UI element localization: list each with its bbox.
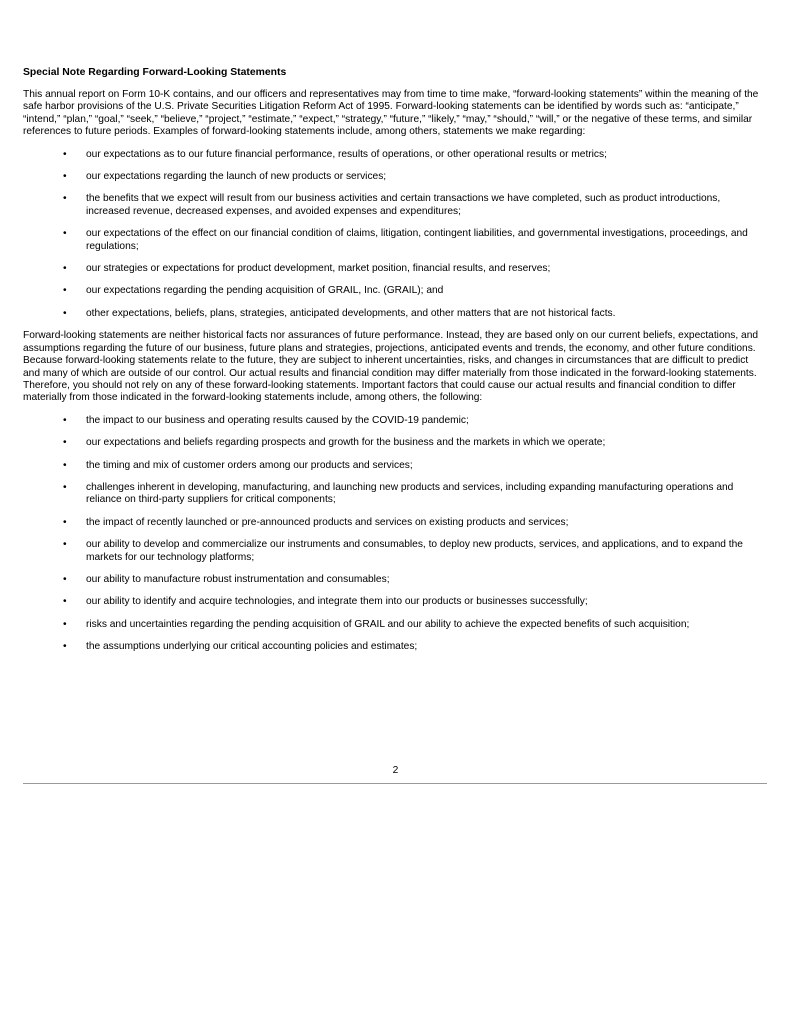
bullet-marker: • bbox=[63, 481, 67, 493]
list-item-text: the assumptions underlying our critical accounting policies and estimates; bbox=[86, 641, 418, 653]
list-item bbox=[23, 285, 767, 297]
list-item-text: our expectations as to our future financial performance, results of operations, or other operational results or metrics; bbox=[86, 148, 607, 160]
list-item bbox=[23, 596, 767, 608]
list-item bbox=[23, 641, 767, 653]
bullet-list-factors bbox=[23, 415, 767, 654]
list-item-text: our expectations regarding the pending acquisition of GRAIL, Inc. (GRAIL); and bbox=[86, 285, 444, 297]
page-number: 2 bbox=[392, 765, 399, 776]
bullet-marker: • bbox=[63, 437, 67, 449]
list-item bbox=[23, 263, 767, 275]
document-page bbox=[23, 66, 767, 664]
list-item-text: challenges inherent in developing, manufacturing, and launching new products and services, including expanding manufacturing operations and reliance on third-party suppliers for critical components; bbox=[86, 481, 734, 506]
list-item bbox=[23, 437, 767, 449]
bullet-marker: • bbox=[63, 414, 67, 426]
list-item bbox=[23, 574, 767, 586]
list-item bbox=[23, 171, 767, 183]
bullet-marker: • bbox=[63, 459, 67, 471]
bullet-marker: • bbox=[63, 263, 67, 275]
bullet-marker: • bbox=[63, 285, 67, 297]
list-item-text: our ability to manufacture robust instrumentation and consumables; bbox=[86, 573, 390, 585]
list-item-text: our expectations and beliefs regarding prospects and growth for the business and the markets in which we operate; bbox=[86, 437, 606, 449]
bullet-list-examples bbox=[23, 149, 767, 321]
list-item bbox=[23, 517, 767, 529]
bullet-marker: • bbox=[63, 641, 67, 653]
bullet-marker: • bbox=[63, 228, 67, 240]
bullet-marker: • bbox=[63, 573, 67, 585]
list-item-text: the benefits that we expect will result from our business activities and certain transactions we have completed, such as product introductions, increased revenue, decreased expenses, and avoided expenses and expenditures; bbox=[86, 193, 721, 217]
list-item-text: our expectations regarding the launch of new products or services; bbox=[86, 171, 387, 183]
list-item-text: our ability to develop and commercialize our instruments and consumables, to deploy new products, services, and applications, and to expand the markets for our technology platforms; bbox=[86, 539, 743, 563]
bullet-marker: • bbox=[63, 596, 67, 608]
bullet-marker: • bbox=[63, 171, 67, 183]
page-divider bbox=[23, 783, 767, 784]
risk-factors-paragraph: Forward-looking statements are neither historical facts nor assurances of future performance. Instead, they are based only on our current beliefs, expectations, and assumptions regarding the future of our business, future plans and strategies, projections, anticipated events and trends, the economy, and other future conditions. Because forward-looking statements relate to the future, they are subject to inherent uncertainties, risks, and changes in circumstances that are difficult to predict and many of which are outside of our control. Our actual results and financial condition may differ materially from those indicated in the forward-looking statements. Therefore, you should not rely on any of these forward-looking statements. Important factors that could cause our actual results and financial condition to differ materially from those indicated in the forward-looking statements include, among others, the following: bbox=[23, 330, 759, 404]
list-item bbox=[23, 619, 767, 631]
list-item bbox=[23, 460, 767, 472]
bullet-marker: • bbox=[63, 148, 67, 160]
list-item-text: our strategies or expectations for product development, market position, financial results, and reserves; bbox=[86, 263, 551, 275]
list-item bbox=[23, 228, 767, 253]
list-item bbox=[23, 415, 767, 427]
list-item bbox=[23, 482, 767, 507]
list-item bbox=[23, 539, 767, 564]
list-item-text: the impact to our business and operating results caused by the COVID-19 pandemic; bbox=[86, 414, 469, 426]
list-item bbox=[23, 308, 767, 320]
list-item bbox=[23, 149, 767, 161]
intro-paragraph: This annual report on Form 10-K contains, and our officers and representatives may from time to time make, “forward-looking statements” within the meaning of the safe harbor provisions of the U.S. Private Securities Litigation Reform Act of 1995. Forward-looking statements can be identified by words such as: “anticipate,” “intend,” “plan,” “goal,” “seek,” “believe,” “project,” “estimate,” “expect,” “strategy,” “future,” “likely,” “may,” “should,” “will,” or the negative of these terms, and similar references to future periods. Examples of forward-looking statements include, among others, statements we make regarding: bbox=[23, 89, 759, 138]
section-heading: Special Note Regarding Forward-Looking Statements bbox=[23, 67, 287, 78]
bullet-marker: • bbox=[63, 618, 67, 630]
bullet-marker: • bbox=[63, 193, 67, 205]
bullet-marker: • bbox=[63, 307, 67, 319]
bullet-marker: • bbox=[63, 516, 67, 528]
list-item-text: risks and uncertainties regarding the pending acquisition of GRAIL and our ability to achieve the expected benefits of such acquisition; bbox=[86, 618, 690, 630]
list-item-text: our ability to identify and acquire technologies, and integrate them into our products or businesses successfully; bbox=[86, 596, 588, 608]
list-item-text: our expectations of the effect on our financial condition of claims, litigation, contingent liabilities, and governmental investigations, proceedings, and regulations; bbox=[86, 228, 748, 252]
list-item-text: other expectations, beliefs, plans, strategies, anticipated developments, and other matters that are not historical facts. bbox=[86, 307, 616, 319]
list-item-text: the timing and mix of customer orders among our products and services; bbox=[86, 459, 413, 471]
list-item-text: the impact of recently launched or pre-announced products and services on existing products and services; bbox=[86, 516, 569, 528]
list-item bbox=[23, 193, 767, 218]
bullet-marker: • bbox=[63, 539, 67, 551]
